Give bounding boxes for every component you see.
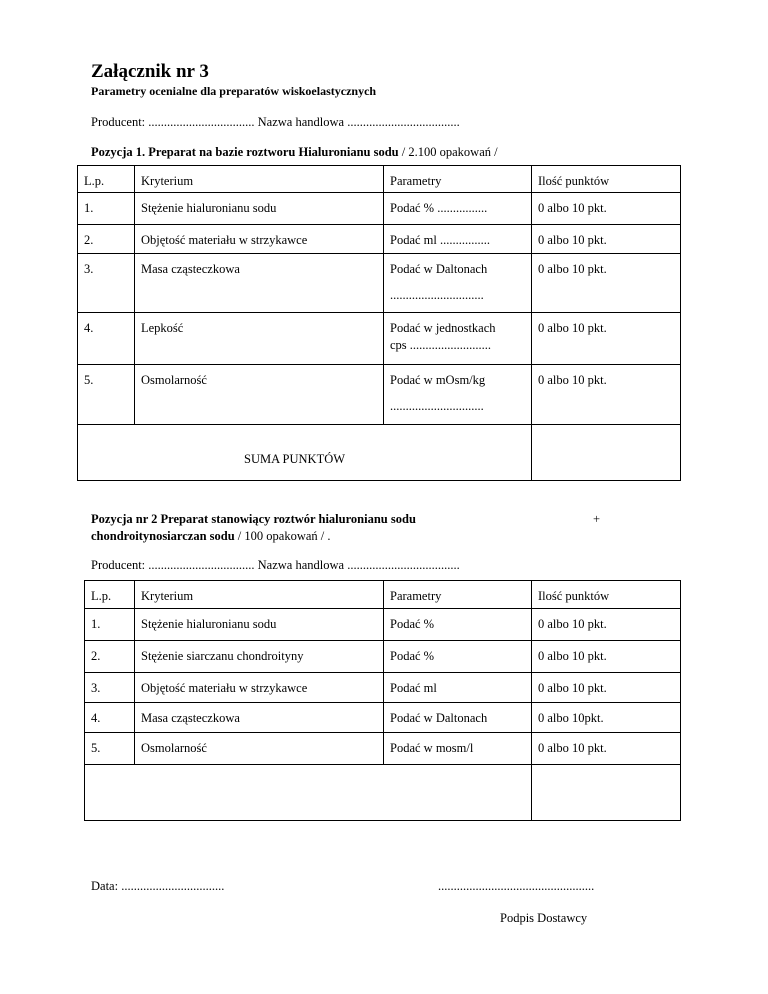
cell-punkty: 0 albo 10 pkt. bbox=[532, 673, 681, 703]
cell-kryterium: Objętość materiału w strzykawce bbox=[135, 673, 384, 703]
cell-lp: 1. bbox=[78, 193, 135, 225]
parametry-dots: .............................. bbox=[390, 288, 484, 302]
sum-row bbox=[78, 425, 681, 481]
cell-punkty: 0 albo 10 pkt. bbox=[532, 365, 681, 425]
header-parametry: Parametry bbox=[384, 581, 532, 609]
cell-punkty: 0 albo 10 pkt. bbox=[532, 313, 681, 365]
cell-punkty: 0 albo 10 pkt. bbox=[532, 193, 681, 225]
parametry-line: Podać w mOsm/kg bbox=[390, 373, 486, 387]
parametry-dots: cps .......................... bbox=[390, 338, 492, 352]
table-header-row bbox=[78, 166, 681, 193]
cell-kryterium: Stężenie hialuronianu sodu bbox=[135, 609, 384, 641]
cell-kryterium: Masa cząsteczkowa bbox=[135, 254, 384, 313]
cell-kryterium: Lepkość bbox=[135, 313, 384, 365]
position-1-heading bbox=[91, 145, 498, 160]
cell-kryterium: Masa cząsteczkowa bbox=[135, 703, 384, 733]
table-row bbox=[78, 225, 681, 254]
cell-lp: 4. bbox=[78, 313, 135, 365]
sum-value-cell bbox=[532, 425, 681, 481]
cell-punkty: 0 albo 10 pkt. bbox=[532, 225, 681, 254]
cell-punkty: 0 albo 10 pkt. bbox=[532, 641, 681, 673]
table-row bbox=[78, 313, 681, 365]
position-2-quantity: / 100 opakowań / . bbox=[234, 529, 331, 543]
table-row bbox=[78, 365, 681, 425]
sum-label-cell bbox=[85, 765, 532, 821]
cell-parametry: Podać w Daltonach bbox=[384, 703, 532, 733]
table-row bbox=[78, 193, 681, 225]
date-line: Data: ................................. bbox=[91, 879, 225, 893]
producer-line-1: Producent: .................................. Nazwa handlowa .................................... bbox=[91, 115, 460, 129]
document-title: Załącznik nr 3 bbox=[91, 61, 209, 82]
criteria-table-2 bbox=[84, 580, 681, 821]
header-punkty: Ilość punktów bbox=[532, 581, 681, 609]
position-2-title: Pozycja nr 2 Preparat stanowiący roztwór hialuronianu sodu bbox=[91, 512, 416, 526]
producer-line-2: Producent: .................................. Nazwa handlowa .................................... bbox=[91, 558, 460, 572]
cell-punkty: 0 albo 10 pkt. bbox=[532, 254, 681, 313]
cell-kryterium: Osmolarność bbox=[135, 365, 384, 425]
table-header-row bbox=[85, 581, 681, 609]
cell-parametry bbox=[384, 313, 532, 365]
cell-punkty: 0 albo 10 pkt. bbox=[532, 733, 681, 765]
position-1-title: Pozycja 1. Preparat na bazie roztworu Hialuronianu sodu bbox=[91, 145, 399, 159]
table-row bbox=[85, 641, 681, 673]
cell-parametry: Podać % bbox=[384, 609, 532, 641]
cell-parametry: Podać % ................ bbox=[384, 193, 532, 225]
cell-lp: 5. bbox=[85, 733, 135, 765]
header-kryterium: Kryterium bbox=[135, 581, 384, 609]
parametry-dots: .............................. bbox=[390, 399, 484, 413]
cell-parametry bbox=[384, 365, 532, 425]
sum-label: SUMA PUNKTÓW bbox=[244, 452, 346, 466]
position-2-subtitle bbox=[91, 529, 331, 544]
table-row bbox=[85, 733, 681, 765]
cell-punkty: 0 albo 10 pkt. bbox=[532, 609, 681, 641]
cell-parametry: Podać ml ................ bbox=[384, 225, 532, 254]
table-row bbox=[85, 703, 681, 733]
document-subtitle: Parametry ocenialne dla preparatów wiskoelastycznych bbox=[91, 84, 377, 98]
cell-lp: 1. bbox=[85, 609, 135, 641]
position-2-product: chondroitynosiarczan sodu bbox=[91, 529, 235, 543]
cell-kryterium: Objętość materiału w strzykawce bbox=[135, 225, 384, 254]
table-row bbox=[85, 609, 681, 641]
sum-row bbox=[85, 765, 681, 821]
plus-sign: + bbox=[593, 512, 601, 526]
cell-lp: 3. bbox=[85, 673, 135, 703]
parametry-line: Podać w jednostkach bbox=[390, 321, 496, 335]
header-lp: L.p. bbox=[85, 581, 135, 609]
criteria-table-1 bbox=[77, 165, 681, 481]
cell-lp: 2. bbox=[85, 641, 135, 673]
parametry-line: Podać w Daltonach bbox=[390, 262, 488, 276]
header-kryterium: Kryterium bbox=[135, 166, 384, 193]
header-punkty: Ilość punktów bbox=[532, 166, 681, 193]
cell-kryterium: Osmolarność bbox=[135, 733, 384, 765]
cell-lp: 3. bbox=[78, 254, 135, 313]
cell-lp: 2. bbox=[78, 225, 135, 254]
signature-line: .................................................. bbox=[438, 879, 595, 893]
cell-parametry: Podać w mosm/l bbox=[384, 733, 532, 765]
signature-label: Podpis Dostawcy bbox=[500, 911, 588, 925]
cell-parametry: Podać ml bbox=[384, 673, 532, 703]
table-row bbox=[78, 254, 681, 313]
cell-kryterium: Stężenie hialuronianu sodu bbox=[135, 193, 384, 225]
cell-parametry: Podać % bbox=[384, 641, 532, 673]
cell-lp: 5. bbox=[78, 365, 135, 425]
position-1-quantity: / 2.100 opakowań / bbox=[398, 145, 498, 159]
cell-kryterium: Stężenie siarczanu chondroityny bbox=[135, 641, 384, 673]
cell-parametry bbox=[384, 254, 532, 313]
cell-punkty: 0 albo 10pkt. bbox=[532, 703, 681, 733]
header-parametry: Parametry bbox=[384, 166, 532, 193]
cell-lp: 4. bbox=[85, 703, 135, 733]
sum-value-cell bbox=[532, 765, 681, 821]
table-row bbox=[85, 673, 681, 703]
header-lp: L.p. bbox=[78, 166, 135, 193]
